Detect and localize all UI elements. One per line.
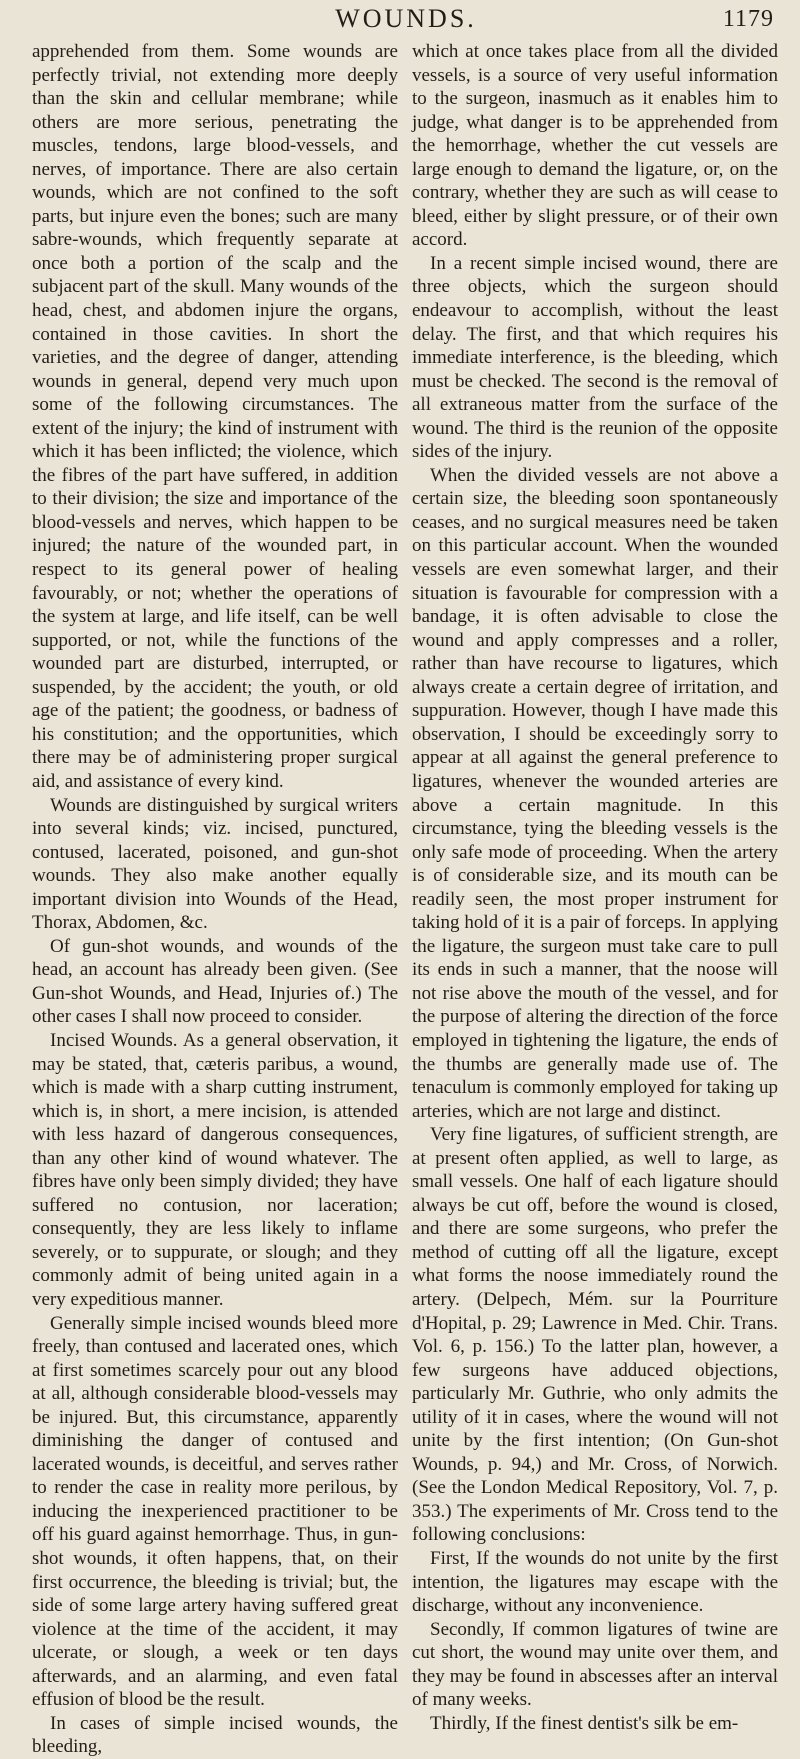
paragraph: Generally simple incised wounds bleed more freely, than contused and lacerated ones, which at first sometimes scarcely pour out any blood at all, although considerable blood-vessels may be injured. But, this circumstance, apparently diminishing the danger of contused and lacerated wounds, is deceitful, and serves rather to render the case in reality more perilous, by inducing the inexperienced practitioner to be off his guard against hemorrhage. Thus, in gun-shot wounds, it often happens, that, on their first occurrence, the bleeding is trivial; but, the side of some large artery having suffered great violence at the time of the accident, it may ulcerate, or slough, a week or ten days afterwards, and an alarming, and even fatal effusion of blood be the result. [32,1312,398,1711]
paragraph: When the divided vessels are not above a certain size, the bleeding soon spontaneously ceases, and no surgical measures need be taken on this particular account. When the wounded vessels are even somewhat larger, and their situation is favourable for compression with a bandage, it is often advisable to close the wound and apply compresses and a roller, rather than have recourse to ligatures, which always create a certain degree of irritation, and suppuration. However, though I have made this observation, I should be exceedingly sorry to appear at all against the general preference to ligatures, whenever the wounded arteries are above a certain magnitude. In this circumstance, tying the bleeding vessels is the only safe mode of proceeding. When the artery is of considerable size, and its mouth can be readily seen, the most proper instrument for taking hold of it is a pair of forceps. In applying the ligature, the surgeon must take care to pull its ends in such a manner, that the noose will not rise above the mouth of the vessel, and for the purpose of altering the direction of the force employed in tightening the ligature, the ends of the thumbs are generally made use of. The tenaculum is commonly employed for taking up arteries, which are not large and distinct. [412,464,778,1122]
paragraph: Of gun-shot wounds, and wounds of the head, an account has already been given. (See Gun-shot Wounds, and Head, Injuries of.) The other cases I shall now proceed to consider. [32,935,398,1028]
paragraph: apprehended from them. Some wounds are perfectly trivial, not extending more deeply than the skin and cellular membrane; while others are more serious, penetrating the muscles, tendons, large blood-vessels, and nerves, of importance. There are also certain wounds, which are not confined to the soft parts, but injure even the bones; such are many sabre-wounds, which frequently separate at once both a portion of the scalp and the subjacent part of the skull. Many wounds of the head, chest, and abdomen injure the organs, contained in those cavities. In short the varieties, and the degree of danger, attending wounds in general, depend very much upon some of the following circumstances. The extent of the injury; the kind of instrument with which it has been inflicted; the violence, which the fibres of the part have suffered, in addition to their division; the size and importance of the blood-vessels and nerves, which happen to be injured; the nature of the wounded part, in respect to its general power of healing favourably, or not; whether the operations of the system at large, and life itself, can be well supported, or not, while the functions of the wounded part are disturbed, interrupted, or suspended, by the accident; the youth, or old age of the patient; the goodness, or badness of his constitution; and the opportunities, which there may be of administering proper surgical aid, and assistance of every kind. [32,41,398,792]
paragraph: Very fine ligatures, of sufficient strength, are at present often applied, as well to large, as small vessels. One half of each ligature should always be cut off, before the wound is closed, and there are some surgeons, who prefer the method of cutting off all the ligature, except what forms the noose immediately round the artery. (Delpech, Mém. sur la Pourriture d'Hopital, p. 29; Lawrence in Med. Chir. Trans. Vol. 6, p. 156.) To the latter plan, however, a few surgeons have adduced objections, particularly Mr. Guthrie, who only admits the utility of it in cases, where the wound will not unite by the first intention; (On Gun-shot Wounds, p. 94,) and Mr. Cross, of Norwich. (See the London Medical Repository, Vol. 7, p. 353.) The experiments of Mr. Cross tend to the following conclusions: [412,1124,778,1546]
paragraph: Thirdly, If the finest dentist's silk be em- [430,1712,739,1734]
page-number: 1179 [722,6,774,32]
running-head-title: WOUNDS. [335,4,477,33]
paragraph: Wounds are distinguished by surgical writers into several kinds; viz. incised, punctured, contused, lacerated, poisoned, and gun-shot wounds. They also make another equally important division into Wounds of the Head, Thorax, Abdomen, &c. [32,794,398,934]
paragraph: In cases of simple incised wounds, the bleeding, [32,1712,398,1758]
running-head [32,4,780,40]
left-column [32,40,398,1759]
paragraph: Secondly, If common ligatures of twine are cut short, the wound may unite over them, and they may be found in abscesses after an interval of many weeks. [412,1618,778,1711]
paragraph: First, If the wounds do not unite by the first intention, the ligatures may escape with the discharge, without any inconvenience. [412,1548,778,1617]
text-columns [32,40,780,1759]
paragraph: which at once takes place from all the divided vessels, is a source of very useful information to the surgeon, inasmuch as it enables him to judge, what danger is to be apprehended from the hemorrhage, whether the cut vessels are large enough to demand the ligature, or, on the contrary, whether they are such as will cease to bleed, either by slight pressure, or of their own accord. [412,41,778,251]
paragraph: In a recent simple incised wound, there are three objects, which the surgeon should endeavour to accomplish, without the least delay. The first, and that which requires his immediate interference, is the bleeding, which must be checked. The second is the removal of all extraneous matter from the surface of the wound. The third is the reunion of the opposite sides of the injury. [412,252,778,463]
right-column [412,40,778,1759]
paragraph: Incised Wounds. As a general observation, it may be stated, that, cæteris paribus, a wound, which is made with a sharp cutting instrument, which is, in short, a mere incision, is attended with less hazard of dangerous consequences, than any other kind of wound whatever. The fibres have only been simply divided; they have suffered no contusion, nor laceration; consequently, they are less likely to inflame severely, or to suppurate, or slough; and they commonly admit of being united again in a very expeditious manner. [32,1029,398,1310]
